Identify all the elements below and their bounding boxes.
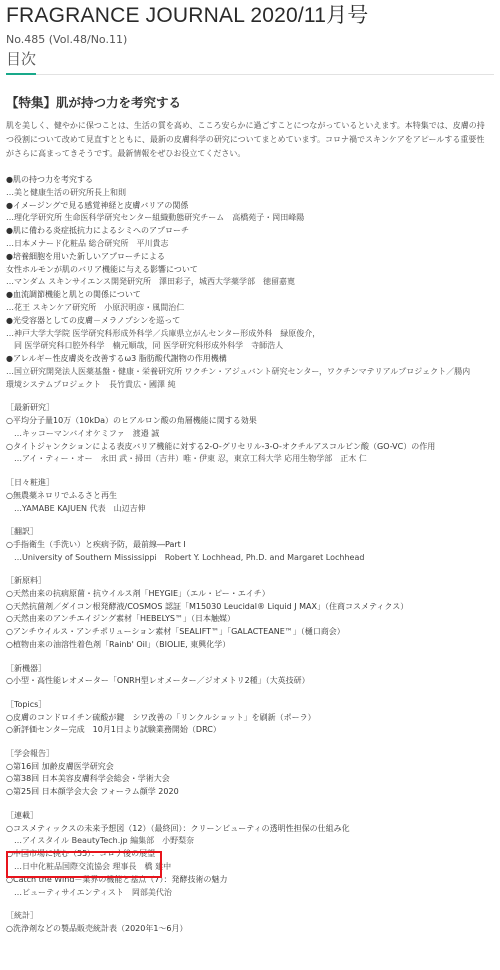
article-author: …キッコーマンバイオケミファ 渡邉 誠 [6, 428, 160, 438]
article-title[interactable]: ○手指衛生（手洗い）と疾病予防，最前線―Part Ⅰ [6, 539, 186, 549]
section-heading: ［翻訳］ [6, 526, 38, 536]
article-author: 同 医学研究科口腔外科学 楠元順哉，同 医学研究科形成外科学 寺師浩人 [6, 341, 284, 351]
article-title[interactable]: ○新評価センター完成 10月1日より試験業務開始（DRC） [6, 725, 221, 735]
article-title[interactable]: ○第25回 日本顔学会大会 フォーラム顔学 2020 [6, 787, 179, 797]
heading-accent-bar [6, 73, 36, 75]
article-author: …日本メナード化粧品 総合研究所 平川貴志 [6, 238, 169, 248]
heading-rule [36, 74, 494, 75]
article-title[interactable]: ●肌の持つ力を考究する [6, 175, 93, 184]
highlight-box [6, 851, 162, 878]
article-title[interactable]: ○植物由来の油溶性着色剤「Rainb' Oil」（BIOLIE, 東興化学） [6, 640, 231, 650]
article-title[interactable]: ○天然抗菌剤／ダイコン根発酵液/COSMOS 認証「M15030 Leucidal® Liquid J MAX」（住商コスメティクス） [6, 601, 409, 611]
article-title[interactable]: ●光受容器としての皮膚－メラノプシンを巡って [6, 315, 181, 325]
article-title[interactable]: ○洗浄剤などの製品販売統計表（2020年1～6月） [6, 923, 188, 933]
article-title[interactable]: ○天然由来のアンチエイジング素材「HEBELYS™」（日本触媒） [6, 614, 235, 624]
article-title[interactable]: ●血流調節機能と肌との関係について [6, 290, 141, 300]
section-heading: ［学会報告］ [6, 748, 54, 758]
section-heading: ［日々粧進］ [6, 477, 54, 487]
journal-title: FRAGRANCE JOURNAL 2020/11月号 [6, 4, 369, 27]
toc-section [6, 910, 494, 936]
section-heading: ［新原料］ [6, 576, 46, 586]
toc-section [6, 663, 494, 689]
article-title[interactable]: ○天然由来の抗病原菌・抗ウイルス剤「HEYGIE」（エル・ピー・エイチ） [6, 588, 270, 598]
article-author: 環境システムプロジェクト 長竹貴広・國澤 純 [6, 379, 176, 389]
intro-line: つ役割について改めて見直すとともに、最新の皮膚科学の研究についてまとめています。コロナ禍でスキンケアをアピールする重要性 [6, 135, 485, 144]
article-title[interactable]: ○コスメティックスの未来予想図（12）（最終回）：クリーンビューティの透明性担保の仕組み化 [6, 823, 350, 833]
article-author: …理化学研究所 生命医科学研究センター組織動態研究チーム 高橋苑子・岡田峰陽 [6, 213, 305, 223]
article-title[interactable]: ●肌に備わる炎症抵抗力によるシミへのアプローチ [6, 226, 189, 236]
article-title[interactable]: ○タイトジャンクションによる表皮バリア機能に対する2-O-グリセリル-3-O-オクチルアスコルビン酸（GO-VC）の作用 [6, 441, 436, 451]
toc-section [6, 748, 494, 799]
feature-title: 【特集】肌が持つ力を考究する [6, 95, 182, 110]
toc-heading: 目次 [6, 50, 37, 68]
feature-articles [6, 174, 494, 392]
toc-section [6, 575, 494, 652]
section-heading: ［新機器］ [6, 663, 46, 673]
article-title[interactable]: ○無農薬ネロリでふるさと再生 [6, 490, 117, 500]
article-author: …マンダム スキンサイエンス開発研究所 澤田彩子，城西大学薬学部 徳留嘉寛 [6, 277, 296, 287]
section-heading: ［Topics］ [6, 699, 47, 709]
article-author: …ビューティサイエンティスト 岡部美代治 [6, 887, 172, 897]
section-heading: ［統計］ [6, 911, 38, 921]
toc-section [6, 477, 494, 515]
feature-intro [6, 119, 494, 161]
article-author: …日中化粧品国際交流協会 理事長 橋 建中 [6, 861, 172, 871]
heading-underline [6, 69, 494, 79]
toc-section [6, 699, 494, 737]
article-title[interactable]: ○アンチウイルス・アンチポリューション素材「SEALIFT™」「GALACTEANE™」（樋口商会） [6, 627, 345, 637]
article-title[interactable]: ●培養細胞を用いた新しいアプローチによる [6, 251, 165, 261]
article-author: …YAMABE KAJUEN 代表 山辺吉伸 [6, 503, 146, 513]
article-title[interactable]: ○Catch the Wind－業界の機能と基点（7）：発酵技術の魅力 [6, 874, 228, 884]
article-author: …アイスタイル BeautyTech.jp 編集部 小野梨奈 [6, 836, 195, 846]
article-title[interactable]: ○中国市場に挑む（55）：コロナ後の展望 [6, 849, 156, 859]
article-title[interactable]: ●イメージングで見る感覚神経と皮膚バリアの関係 [6, 200, 189, 210]
section-heading: ［最新研究］ [6, 403, 54, 413]
intro-line: 肌を美しく、健やかに保つことは、生活の質を高め、こころ安らかに過ごすことにつながっているといえます。本特集では、皮膚の持 [6, 121, 485, 130]
article-title[interactable]: ●アレルギー性皮膚炎を改善するω3 脂肪酸代謝物の作用機構 [6, 354, 227, 364]
toc-section [6, 526, 494, 564]
toc-section [6, 402, 494, 466]
article-title[interactable]: ○皮膚のコンドロイチン硫酸が鍵 シワ改善の「リンクルショット」を刷新（ポーラ） [6, 712, 316, 722]
article-author: …神戸大学大学院 医学研究科形成外科学／兵庫県立がんセンター形成外科 緑原俊介， [6, 328, 321, 338]
article-author: …国立研究開発法人医薬基盤・健康・栄養研究所 ワクチン・アジュバント研究センター，ワクチンマテリアルプロジェクト／腸内 [6, 366, 471, 376]
article-title[interactable]: 女性ホルモンが肌のバリア機能に与える影響について [6, 264, 198, 274]
article-title[interactable]: ○第38回 日本美容皮膚科学会総会・学術大会 [6, 774, 170, 784]
article-author: …University of Southern Mississippi Robert Y. Lochhead, Ph.D. and Margaret Lochhead [6, 552, 365, 562]
article-title[interactable]: ○小型・高性能レオメーター「ONRH型レオメーター／ジオメトリ2種」（大英技研） [6, 676, 310, 686]
article-author: …美と健康生活の研究所長上和則 [6, 187, 126, 197]
issue-number: No.485 (Vol.48/No.11) [6, 33, 128, 46]
article-author: …アイ・ティー・オー 永田 武・掃田（吉井）唯・伊東 忍，東京工科大学 応用生物学部 正木 仁 [6, 454, 367, 464]
section-heading: ［連載］ [6, 810, 38, 820]
article-title[interactable]: ○第16回 加齢皮膚医学研究会 [6, 761, 114, 771]
article-author: …花王 スキンケア研究所 小原沢明彦・風間治仁 [6, 302, 185, 312]
intro-line: がさらに高まってきそうです。最新情報をぜひお役立てください。 [6, 149, 246, 158]
article-title[interactable]: ○平均分子量10万（10kDa）のヒアルロン酸の角層機能に関する効果 [6, 416, 257, 426]
